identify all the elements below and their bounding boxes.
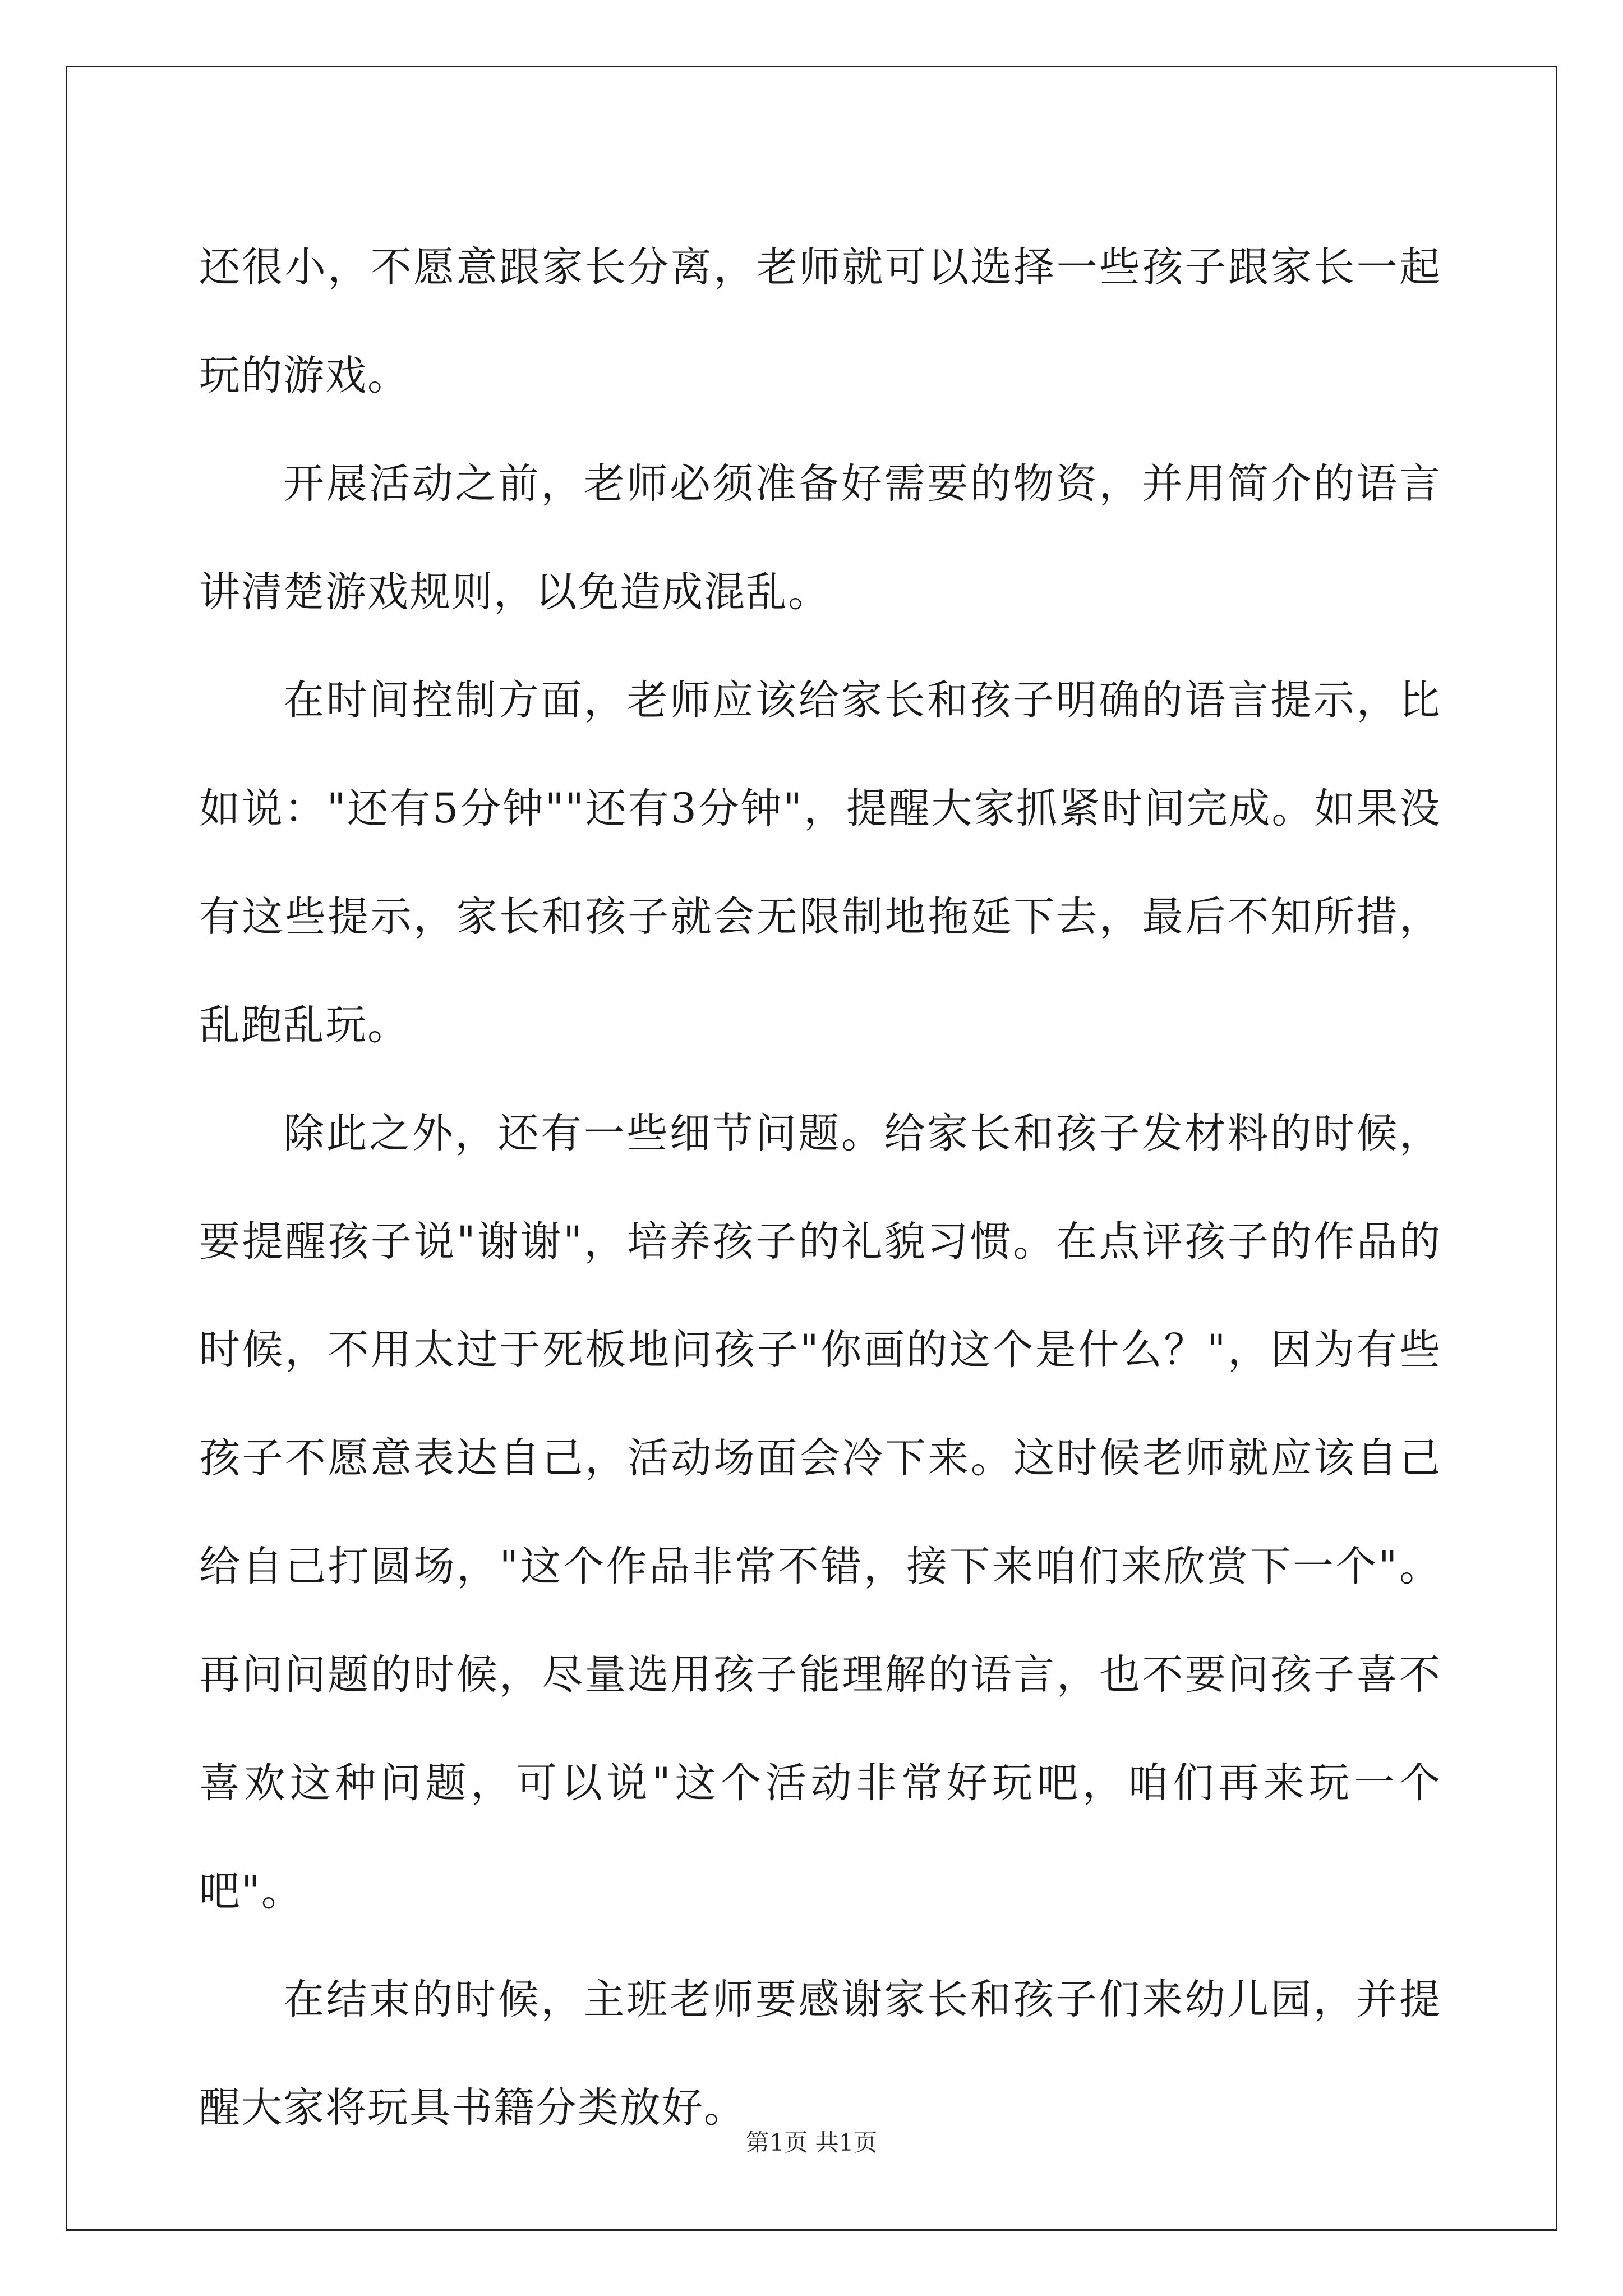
- paragraph-3: 在时间控制方面，老师应该给家长和孩子明确的语言提示，比如说："还有5分钟""还有3分钟"，提醒大家抓紧时间完成。如果没有这些提示，家长和孩子就会无限制地拖延下去，最后不知所措，乱跑乱玩。: [199, 677, 1441, 1049]
- page-footer: 第1页 共1页: [745, 2129, 878, 2156]
- paragraph-5: 在结束的时候，主班老师要感谢家长和孩子们来幼儿园，并提醒大家将玩具书籍分类放好。: [199, 1976, 1441, 2132]
- paragraph-4: 除此之外，还有一些细节问题。给家长和孩子发材料的时候，要提醒孩子说"谢谢"，培养孩子的礼貌习惯。在点评孩子的作品的时候，不用太过于死板地问孩子"你画的这个是什么？"，因为有些孩子不愿意表达自己，活动场面会冷下来。这时候老师就应该自己给自己打圆场，"这个作品非常不错，接下来咱们来欣赏下一个"。再问问题的时候，尽量选用孩子能理解的语言，也不要问孩子喜不喜欢这种问题，可以说"这个活动非常好玩吧，咱们再来玩一个吧"。: [199, 1110, 1441, 1915]
- paragraph-1: 还很小，不愿意跟家长分离，老师就可以选择一些孩子跟家长一起玩的游戏。: [199, 243, 1441, 399]
- document-body: [199, 213, 1441, 2162]
- paragraph-2: 开展活动之前，老师必须准备好需要的物资，并用简介的语言讲清楚游戏规则，以免造成混乱。: [199, 460, 1441, 616]
